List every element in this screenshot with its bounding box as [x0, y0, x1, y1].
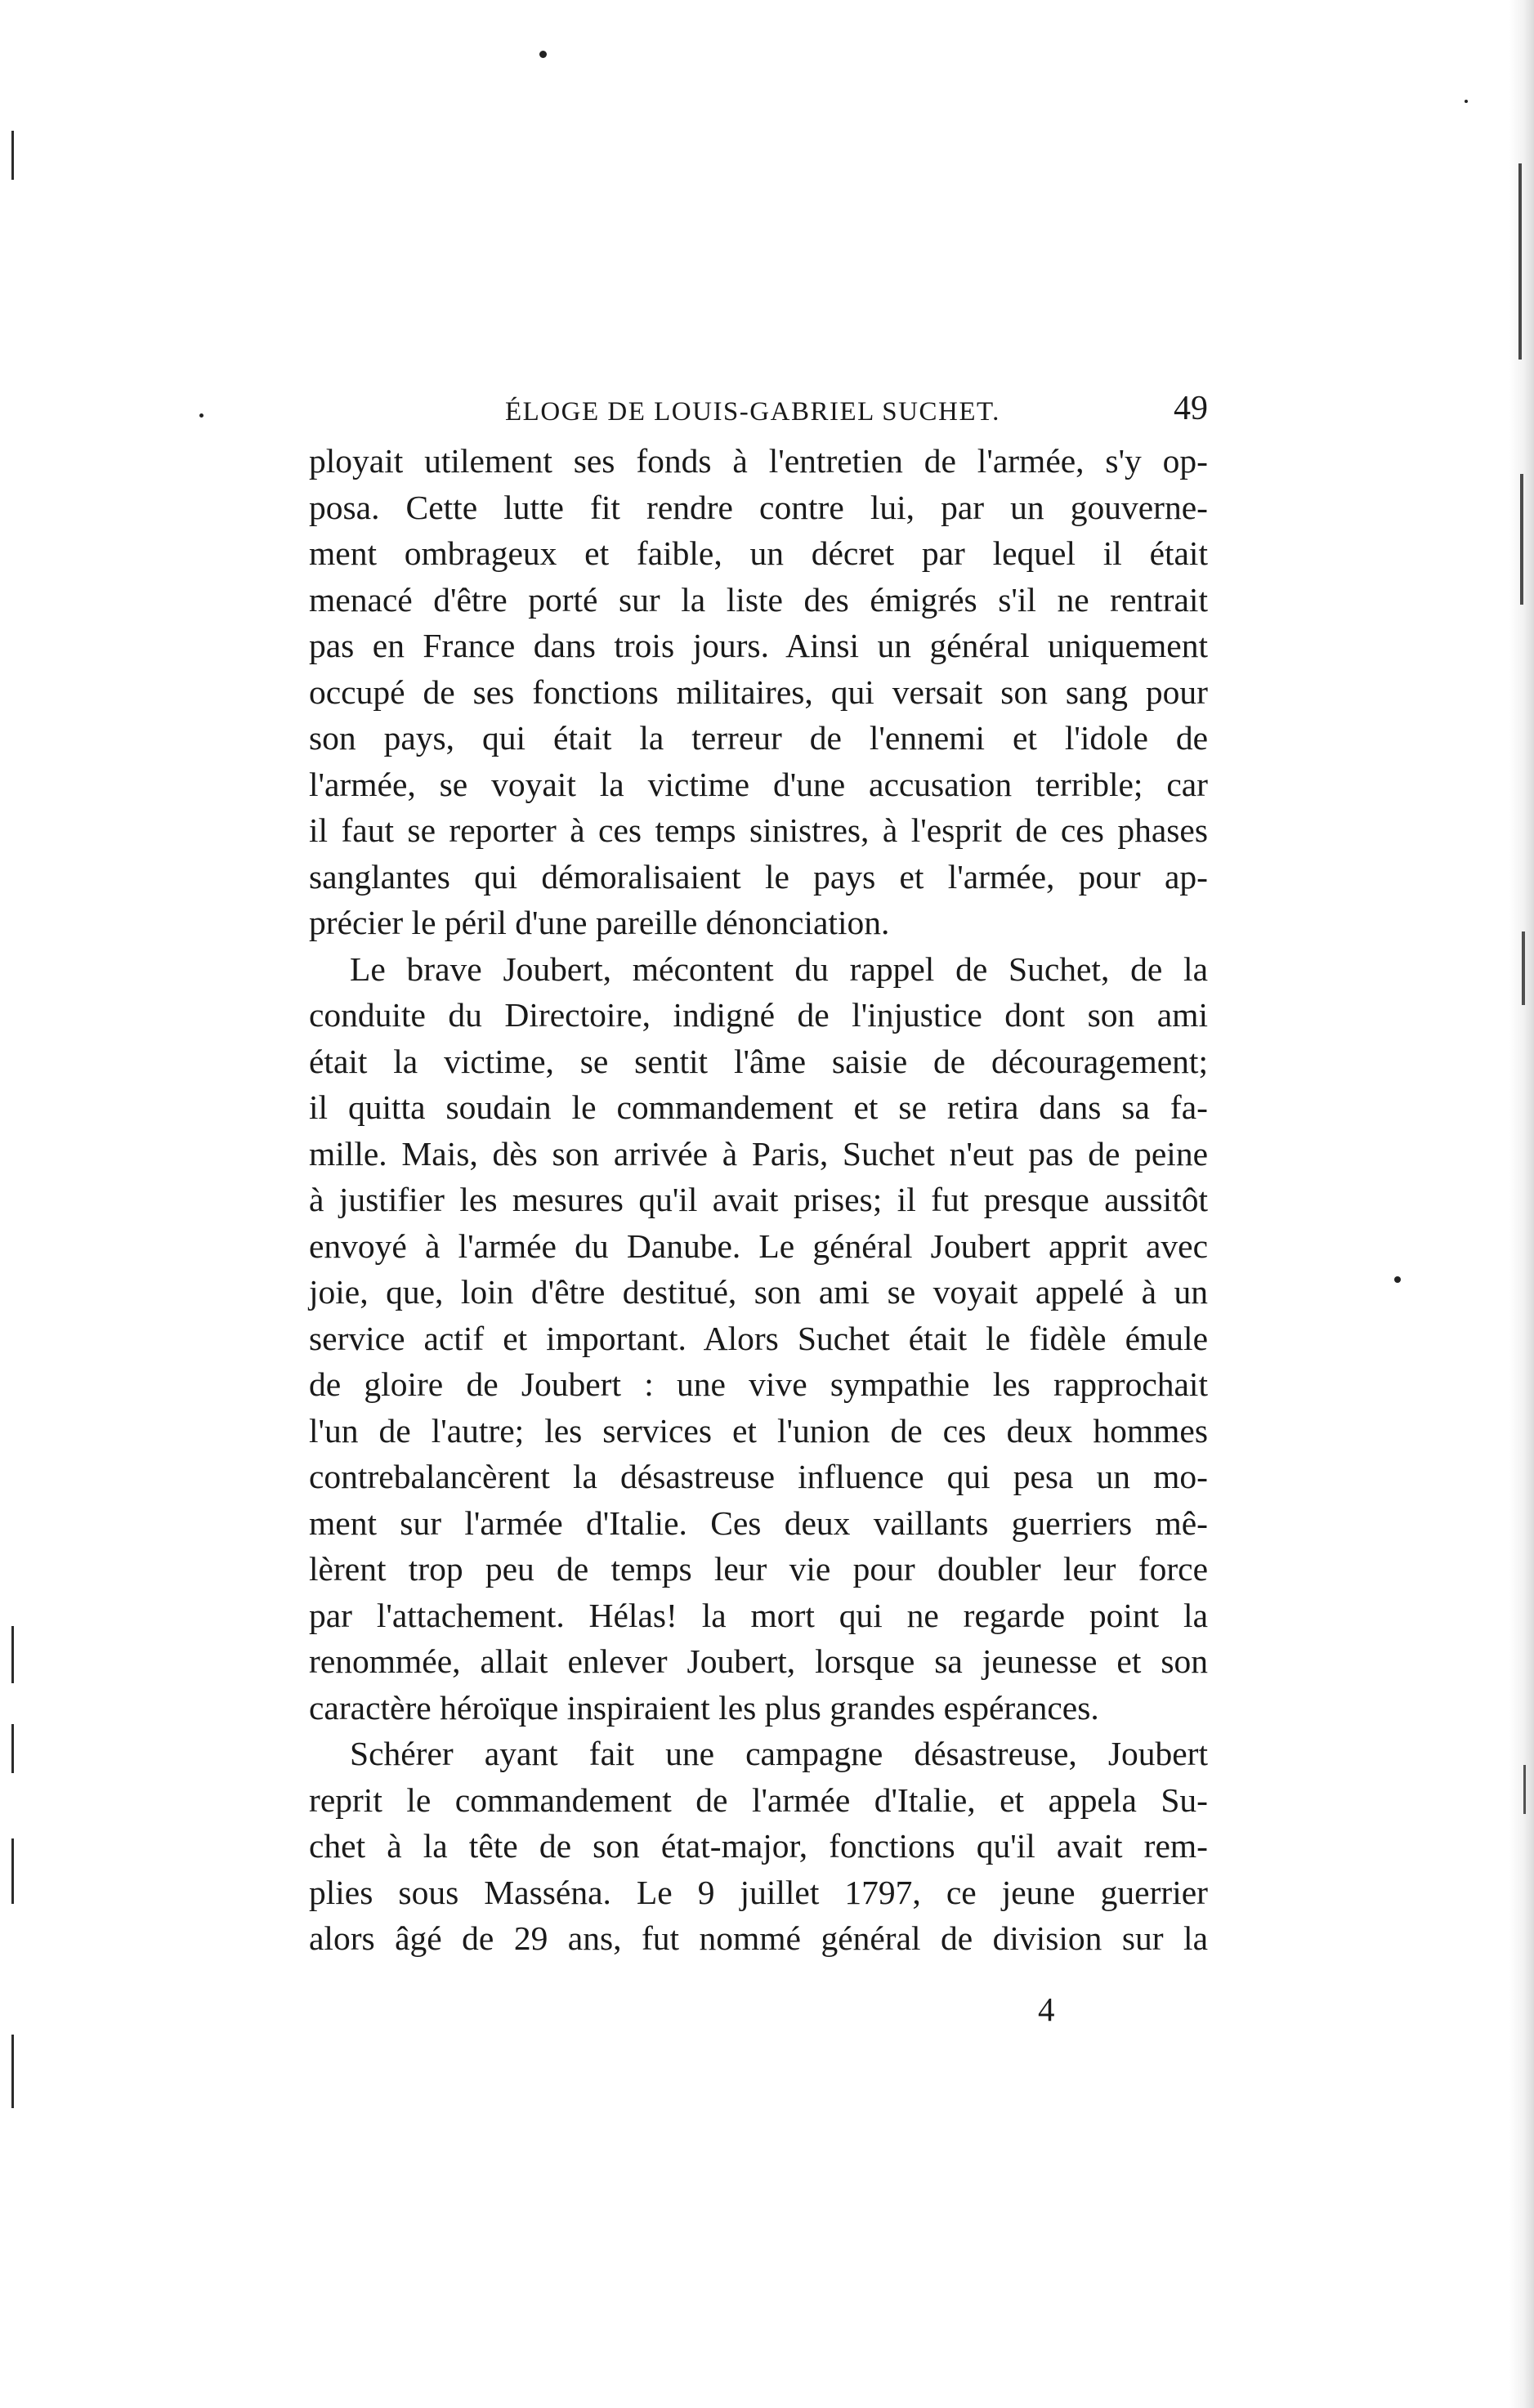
text-line: plies sous Masséna. Le 9 juillet 1797, ce jeune guerrier: [309, 1873, 1208, 1911]
text-line: service actif et important. Alors Suchet était le fidèle émule: [309, 1319, 1208, 1357]
text-line: sanglantes qui démoralisaient le pays et l'armée, pour ap-: [309, 857, 1208, 896]
page-gutter-shadow: [1509, 0, 1534, 2408]
scan-speck: [1465, 100, 1468, 103]
left-scan-edge: [11, 131, 14, 180]
text-line: posa. Cette lutte fit rendre contre lui, par un gouverne-: [309, 488, 1208, 526]
text-line: reprit le commandement de l'armée d'Italie, et appela Su-: [309, 1780, 1208, 1819]
page-number: 49: [1174, 390, 1208, 427]
text-line: contrebalancèrent la désastreuse influence qui pesa un mo-: [309, 1458, 1208, 1495]
text-line: précier le péril d'une pareille dénonciation.: [309, 904, 890, 941]
text-line: il faut se reporter à ces temps sinistres, à l'esprit de ces phases: [309, 811, 1208, 849]
page-header: [309, 386, 1208, 435]
text-line: pas en France dans trois jours. Ainsi un général uniquement: [309, 627, 1208, 664]
text-line: ment ombrageux et faible, un décret par lequel il était: [309, 534, 1208, 572]
text-line: conduite du Directoire, indigné de l'injustice dont son ami: [309, 996, 1208, 1034]
text-line: renommée, allait enlever Joubert, lorsque sa jeunesse et son: [309, 1642, 1208, 1680]
text-line: son pays, qui était la terreur de l'ennemi et l'idole de: [309, 719, 1208, 757]
left-scan-edge: [11, 2035, 14, 2108]
left-scan-edge: [11, 1838, 14, 1904]
text-line: il quitta soudain le commandement et se retira dans sa fa-: [309, 1088, 1208, 1126]
text-line: de gloire de Joubert : une vive sympathie les rapprochait: [309, 1365, 1208, 1403]
text-line: était la victime, se sentit l'âme saisie de découragement;: [309, 1042, 1208, 1080]
text-line: caractère héroïque inspiraient les plus grandes espérances.: [309, 1688, 1099, 1727]
text-line: l'un de l'autre; les services et l'union de ces deux hommes: [309, 1411, 1208, 1450]
text-line: Schérer ayant fait une campagne désastreuse, Joubert: [350, 1735, 1208, 1772]
text-line: ment sur l'armée d'Italie. Ces deux vaillants guerriers mê-: [309, 1503, 1208, 1542]
signature-mark: 4: [1038, 1990, 1055, 2028]
text-line: menacé d'être porté sur la liste des émigrés s'il ne rentrait: [309, 580, 1208, 619]
text-line: joie, que, loin d'être destitué, son ami se voyait appelé à un: [309, 1273, 1208, 1311]
text-line: chet à la tête de son état-major, fonctions qu'il avait rem-: [309, 1827, 1208, 1865]
scan-speck: [1394, 1276, 1401, 1283]
text-line: mille. Mais, dès son arrivée à Paris, Suchet n'eut pas de peine: [309, 1134, 1208, 1173]
text-line: occupé de ses fonctions militaires, qui versait son sang pour: [309, 672, 1208, 711]
text-line: à justifier les mesures qu'il avait prises; il fut presque aussitôt: [309, 1181, 1208, 1218]
text-line: alors âgé de 29 ans, fut nommé général de division sur la: [309, 1919, 1208, 1957]
scan-speck: [199, 413, 203, 418]
left-scan-edge: [11, 1626, 14, 1683]
text-line: l'armée, se voyait la victime d'une accusation terrible; car: [309, 765, 1208, 803]
body-text: [309, 438, 1208, 1962]
text-line: Le brave Joubert, mécontent du rappel de Suchet, de la: [350, 949, 1208, 988]
text-line: par l'attachement. Hélas! la mort qui ne regarde point la: [309, 1596, 1208, 1634]
running-title: ÉLOGE DE LOUIS-GABRIEL SUCHET.: [505, 397, 1000, 427]
text-line: ployait utilement ses fonds à l'entretien de l'armée, s'y op-: [309, 442, 1208, 480]
text-line: lèrent trop peu de temps leur vie pour doubler leur force: [309, 1550, 1208, 1588]
text-line: envoyé à l'armée du Danube. Le général Joubert apprit avec: [309, 1226, 1208, 1265]
scan-speck: [539, 51, 547, 58]
left-scan-edge: [11, 1724, 14, 1773]
